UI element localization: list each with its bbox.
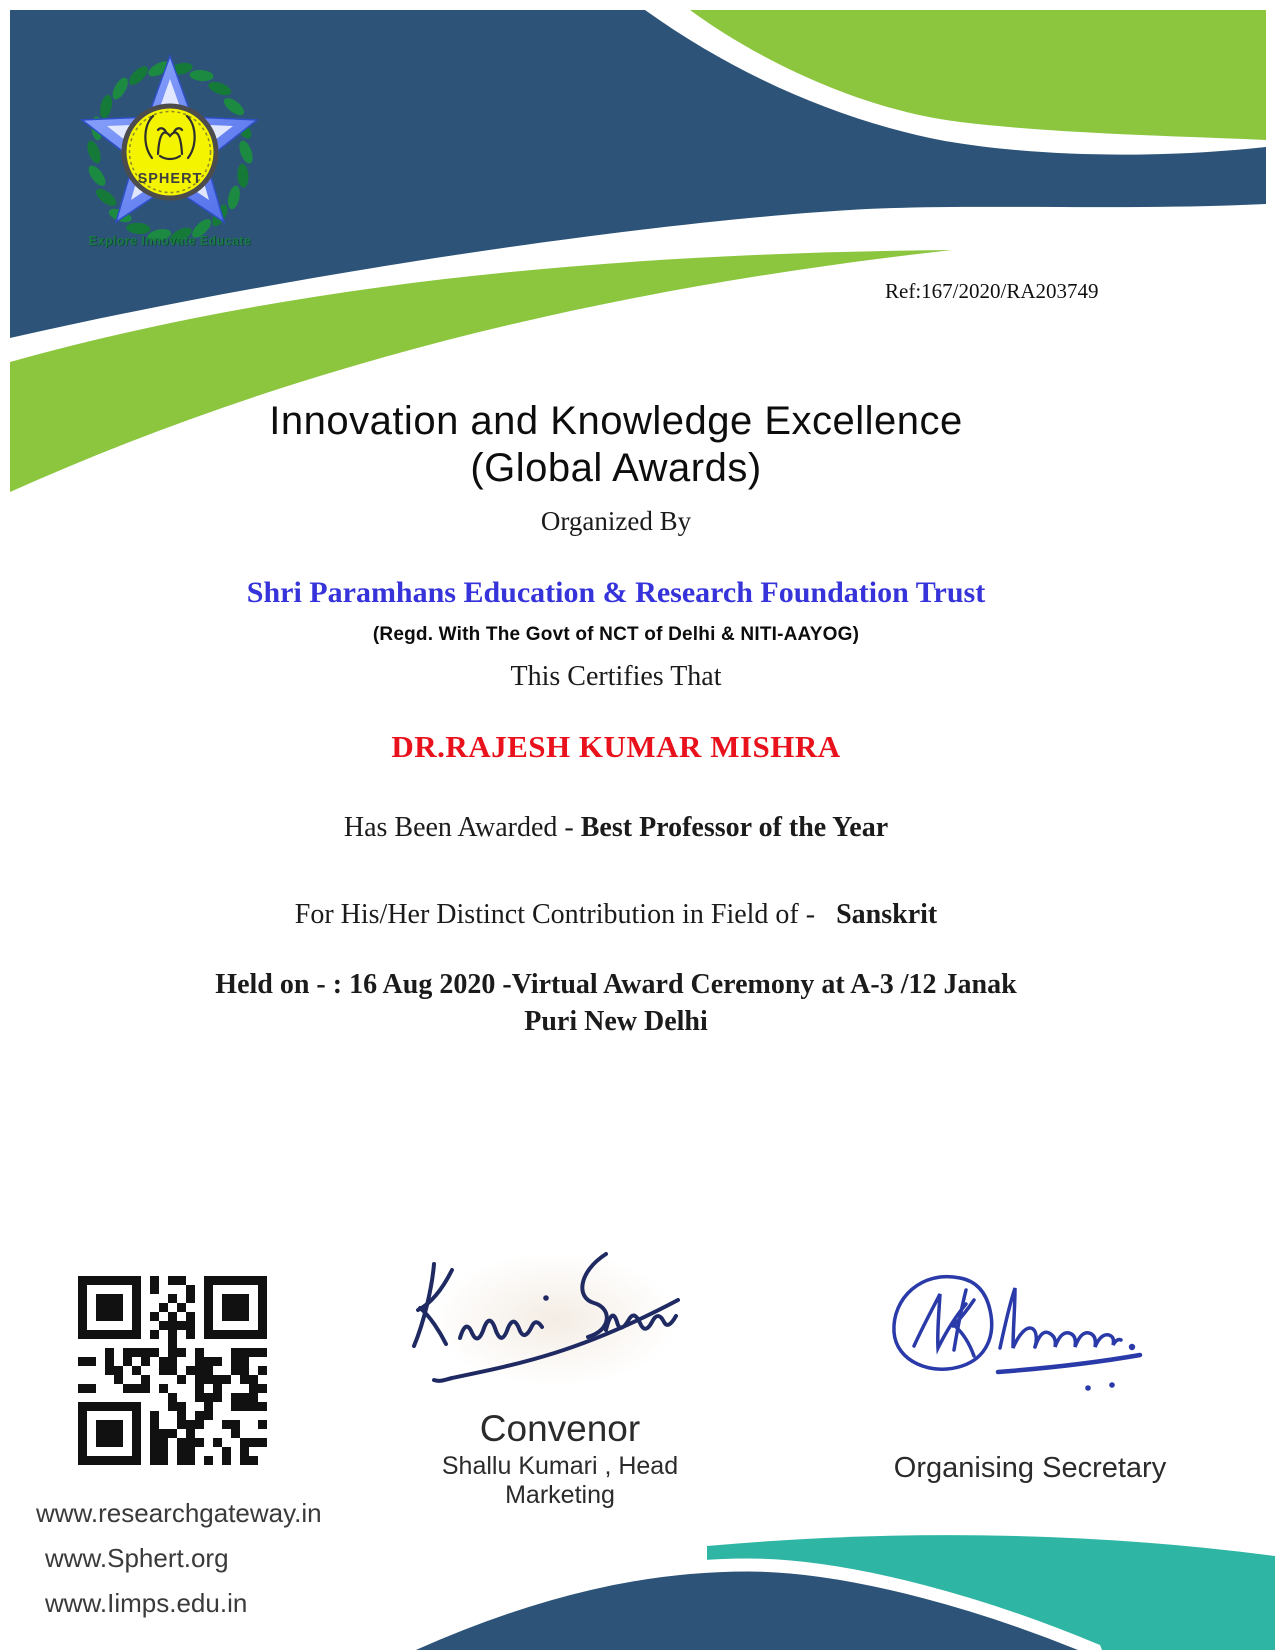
convenor-name: Shallu Kumari , Head Marketing <box>441 1452 679 1509</box>
organized-by-label: Organized By <box>540 506 692 536</box>
page-title <box>0 398 1232 492</box>
website-iimps: www.Iimps.edu.in <box>45 1588 248 1618</box>
ceremony-line <box>0 966 1232 1040</box>
bottom-decoration <box>0 1480 1275 1650</box>
convenor-signature <box>400 1234 690 1399</box>
certifies-label: This Certifies That <box>510 661 722 692</box>
registration-note: (Regd. With The Govt of NCT of Delhi & NITI-AAYOG) <box>372 624 860 645</box>
title-line-2: (Global Awards) <box>470 446 762 490</box>
field-prefix: For His/Her Distinct Contribution in Field of - <box>294 899 823 930</box>
title-line-1: Innovation and Knowledge Excellence <box>269 399 963 443</box>
badge-label: SPHERT <box>137 171 203 187</box>
secretary-role: Organising Secretary <box>893 1452 1167 1484</box>
award-prefix: Has Been Awarded - <box>343 812 581 843</box>
website-sphert: www.Sphert.org <box>45 1543 229 1573</box>
award-line <box>0 812 1232 844</box>
recipient-name: DR.RAJESH KUMAR MISHRA <box>391 729 841 764</box>
convenor-role: Convenor <box>479 1408 641 1449</box>
field-value: Sanskrit <box>836 899 938 930</box>
website-researchgateway: www.researchgateway.in <box>36 1498 322 1528</box>
qr-code <box>78 1276 267 1465</box>
field-line <box>0 899 1232 931</box>
logo-tagline: Explore Innovate Educate <box>88 234 252 248</box>
ceremony-line-2: Puri New Delhi <box>524 1006 708 1037</box>
reference-number: Ref:167/2020/RA203749 <box>885 279 1099 303</box>
sphert-logo <box>60 44 280 256</box>
award-title: Best Professor of the Year <box>580 812 889 843</box>
secretary-signature <box>860 1248 1190 1403</box>
organization-name: Shri Paramhans Education & Research Foundation Trust <box>246 576 986 609</box>
ceremony-line-1: Held on - : 16 Aug 2020 -Virtual Award Ceremony at A-3 /12 Janak <box>215 969 1017 1000</box>
